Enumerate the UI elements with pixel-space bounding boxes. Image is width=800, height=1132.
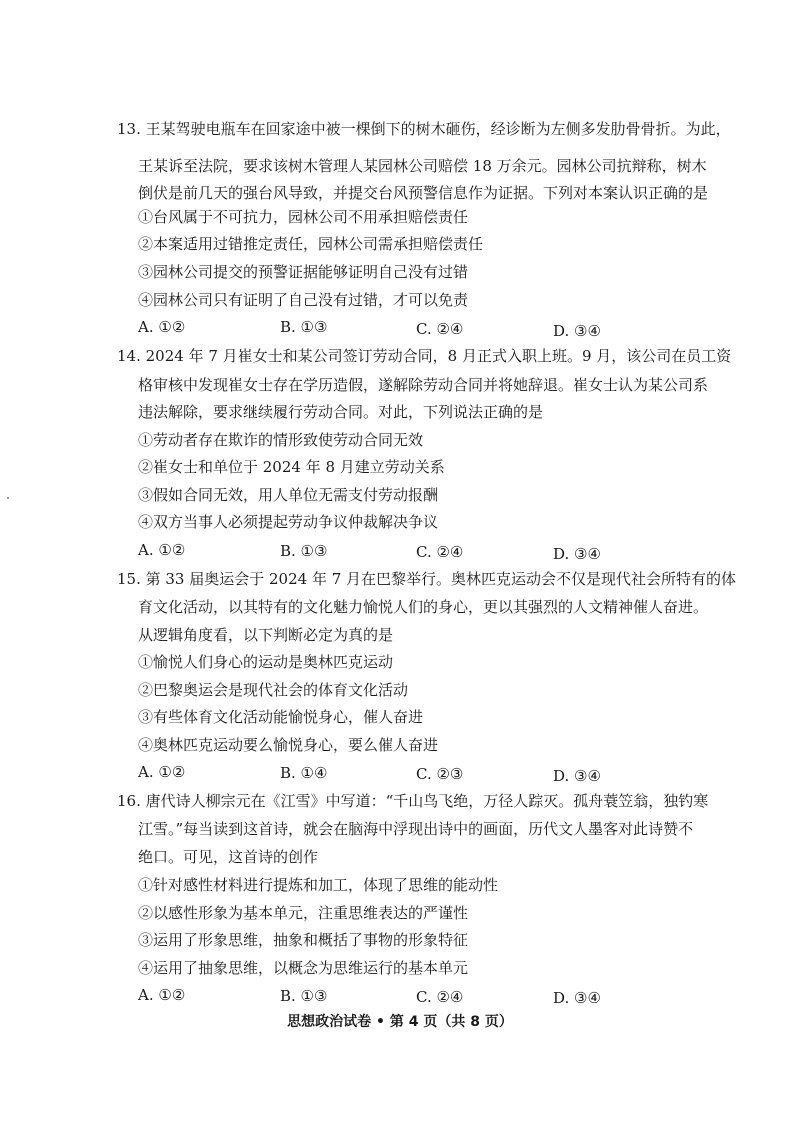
statement-1: ①台风属于不可抗力，园林公司不用承担赔偿责任 [138, 208, 469, 226]
question-stem-line: 倒伏是前几天的强台风导致，并提交台风预警信息作为证据。下列对本案认识正确的是 [138, 184, 709, 202]
question-stem-line: 违法解除，要求继续履行劳动合同。对此，下列说法正确的是 [138, 403, 544, 421]
statement-1: ①愉悦人们身心的运动是奥林匹克运动 [138, 653, 394, 671]
option-c: C. ②④ [416, 320, 464, 338]
question-stem-line: 15. 第 33 届奥运会于 2024 年 7 月在巴黎举行。奥林匹克运动会不仅是现代社会所特有的体 [117, 570, 737, 588]
option-d: D. ③④ [553, 322, 601, 340]
statement-3: ③园林公司提交的预警证据能够证明自己没有过错 [138, 263, 469, 281]
option-a: A. ①② [138, 763, 186, 781]
option-d: D. ③④ [553, 989, 601, 1007]
option-c: C. ②③ [416, 765, 464, 783]
question-stem-line: 14. 2024 年 7 月崔女士和某公司签订劳动合同，8 月正式入职上班。9 月，该公司在员工资 [117, 347, 732, 365]
scan-speck [7, 497, 9, 499]
statement-4: ④运用了抽象思维，以概念为思维运行的基本单元 [138, 959, 469, 977]
question-stem-line: 育文化活动，以其特有的文化魅力愉悦人们的身心，更以其强烈的人文精神催人奋进。 [138, 598, 709, 616]
question-stem-line: 从逻辑角度看，以下判断必定为真的是 [138, 626, 394, 644]
statement-3: ③运用了形象思维，抽象和概括了事物的形象特征 [138, 931, 469, 949]
statement-1: ①针对感性材料进行提炼和加工，体现了思维的能动性 [138, 876, 499, 894]
option-c: C. ②④ [416, 543, 464, 561]
statement-2: ②崔女士和单位于 2024 年 8 月建立劳动关系 [138, 458, 445, 476]
statement-1: ①劳动者存在欺诈的情形致使劳动合同无效 [138, 431, 424, 449]
option-a: A. ①② [138, 986, 186, 1004]
statement-4: ④双方当事人必须提起劳动争议仲裁解决争议 [138, 513, 439, 531]
statement-2: ②以感性形象为基本单元，注重思维表达的严谨性 [138, 904, 469, 922]
statement-2: ②巴黎奥运会是现代社会的体育文化活动 [138, 681, 409, 699]
question-stem-line: 江雪。”每当读到这首诗，就会在脑海中浮现出诗中的画面，历代文人墨客对此诗赞不 [138, 820, 694, 838]
question-stem-line: 绝口。可见，这首诗的创作 [138, 848, 319, 866]
option-b: B. ①③ [280, 542, 328, 560]
statement-3: ③有些体育文化活动能愉悦身心，催人奋进 [138, 708, 424, 726]
option-a: A. ①② [138, 541, 186, 559]
option-b: B. ①④ [280, 764, 328, 782]
statement-4: ④园林公司只有证明了自己没有过错，才可以免责 [138, 291, 469, 309]
option-b: B. ①③ [280, 987, 328, 1005]
question-stem-line: 13. 王某驾驶电瓶车在回家途中被一棵倒下的树木砸伤，经诊断为左侧多发肋骨骨折。为此， [117, 120, 731, 138]
page-footer: 思想政治试卷 • 第 4 页（共 8 页） [287, 1014, 513, 1030]
option-d: D. ③④ [553, 545, 601, 563]
statement-2: ②本案适用过错推定责任，园林公司需承担赔偿责任 [138, 235, 484, 253]
statement-3: ③假如合同无效，用人单位无需支付劳动报酬 [138, 486, 439, 504]
option-a: A. ①② [138, 318, 186, 336]
option-d: D. ③④ [553, 767, 601, 785]
option-b: B. ①③ [280, 318, 328, 336]
option-c: C. ②④ [416, 988, 464, 1006]
question-stem-line: 16. 唐代诗人柳宗元在《江雪》中写道：“千山鸟飞绝，万径人踪灭。孤舟蓑笠翁，独钓寒 [117, 792, 709, 810]
question-stem-line: 王某诉至法院，要求该树木管理人某园林公司赔偿 18 万余元。园林公司抗辩称，树木 [138, 157, 707, 175]
question-stem-line: 格审核中发现崔女士存在学历造假，遂解除劳动合同并将她辞退。崔女士认为某公司系 [138, 376, 709, 394]
statement-4: ④奥林匹克运动要么愉悦身心，要么催人奋进 [138, 736, 439, 754]
